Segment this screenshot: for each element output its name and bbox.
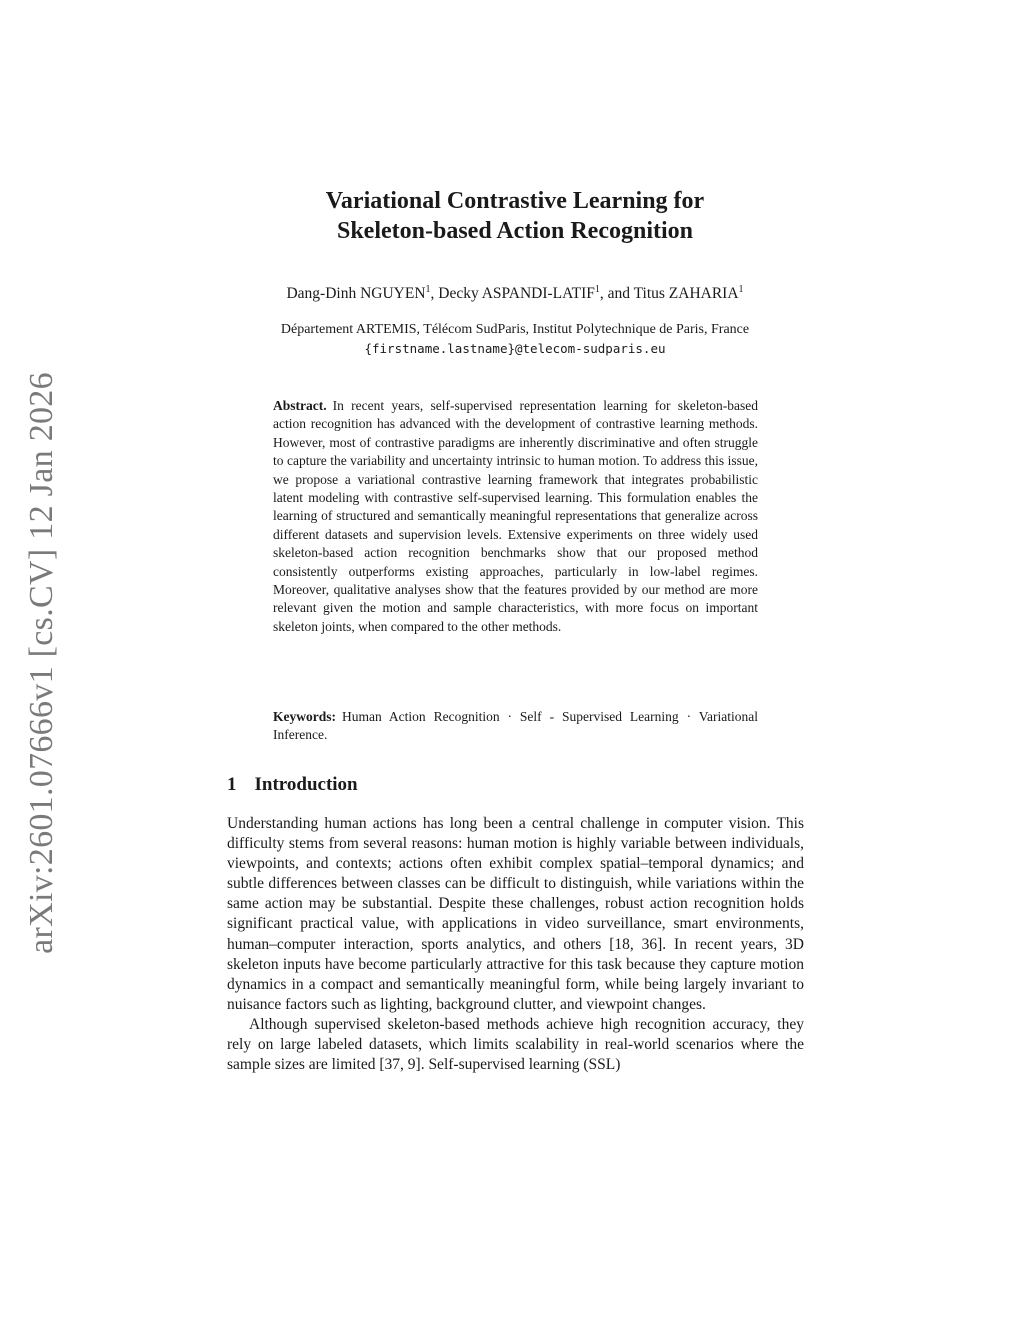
author-separator: , [430,285,439,303]
abstract-text: In recent years, self-supervised representation learning for skeleton-based action recognition has advanced with the development of contrastive learning methods. However, most of contrastive paradigms are inherently discriminative and often struggle to capture the variability and uncertainty intrinsic to human motion. To address this issue, we propose a variational contrastive learning framework that integrates probabilistic latent modeling with contrastive self-supervised learning. This formulation enables the learning of structured and semantically meaningful representations that generalize across different datasets and supervision levels. Extensive experiments on three widely used skeleton-based action recognition benchmarks show that our proposed method consistently outperforms existing approaches, particularly in low-label regimes. Moreover, qualitative analyses show that the features provided by our method are more relevant given the motion and sample characteristics, with more focus on important skeleton joints, when compared to the other methods. [273,398,758,634]
affiliation-block [200,320,830,358]
body-paragraph-1: Understanding human actions has long been a central challenge in computer vision. This difficulty stems from several reasons: human motion is highly variable between individuals, viewpoints, and contexts; actions often exhibit complex spatial–temporal dynamics; and subtle differences between classes can be difficult to distinguish, while variations within the same action may be substantial. Despite these challenges, robust action recognition holds significant practical value, with applications in video surveillance, smart environments, human–computer interaction, sports analytics, and others [18, 36]. In recent years, 3D skeleton inputs have become particularly attractive for this task because they capture motion dynamics in a compact and semantically meaningful form, while being largely invariant to nuisance factors such as lighting, background clutter, and viewpoint changes. [227,815,804,1013]
keywords-text: Human Action Recognition · Self - Supervised Learning · Variational Inference. [273,709,758,743]
affiliation-line: Département ARTEMIS, Télécom SudParis, Institut Polytechnique de Paris, France [280,322,750,337]
keywords [273,708,758,745]
abstract-label: Abstract. [273,398,327,413]
arxiv-side-stamp [22,372,62,954]
title-line-1: Variational Contrastive Learning for [325,188,705,214]
section-number: 1 [227,774,237,795]
author-affiliation-mark: 1 [594,284,600,295]
author-name: Dang-Dinh NGUYEN [286,285,426,303]
paper-title [200,186,830,246]
abstract [273,397,758,636]
author-name: Titus ZAHARIA [633,285,739,303]
author-email: {firstname.lastname}@telecom-sudparis.eu [364,341,666,356]
body-paragraph-2: Although supervised skeleton-based methods achieve high recognition accuracy, they rely on large labeled datasets, which limits scalability in real-world scenarios where the sample sizes are limited [37, 9]. Self-supervised learning (SSL) [227,1015,804,1074]
introduction-body [227,814,804,1075]
title-line-2: Skeleton-based Action Recognition [336,218,693,244]
author-list [200,284,830,303]
author-affiliation-mark: 1 [425,284,431,295]
arxiv-identifier: arXiv:2601.07666v1 [cs.CV] 12 Jan 2026 [23,372,60,954]
author-affiliation-mark: 1 [738,284,744,295]
section-heading-introduction [227,774,358,796]
author-name: Decky ASPANDI-LATIF [438,285,595,303]
keywords-label: Keywords: [273,709,336,724]
section-title: Introduction [254,774,358,795]
author-separator: , and [599,285,634,303]
